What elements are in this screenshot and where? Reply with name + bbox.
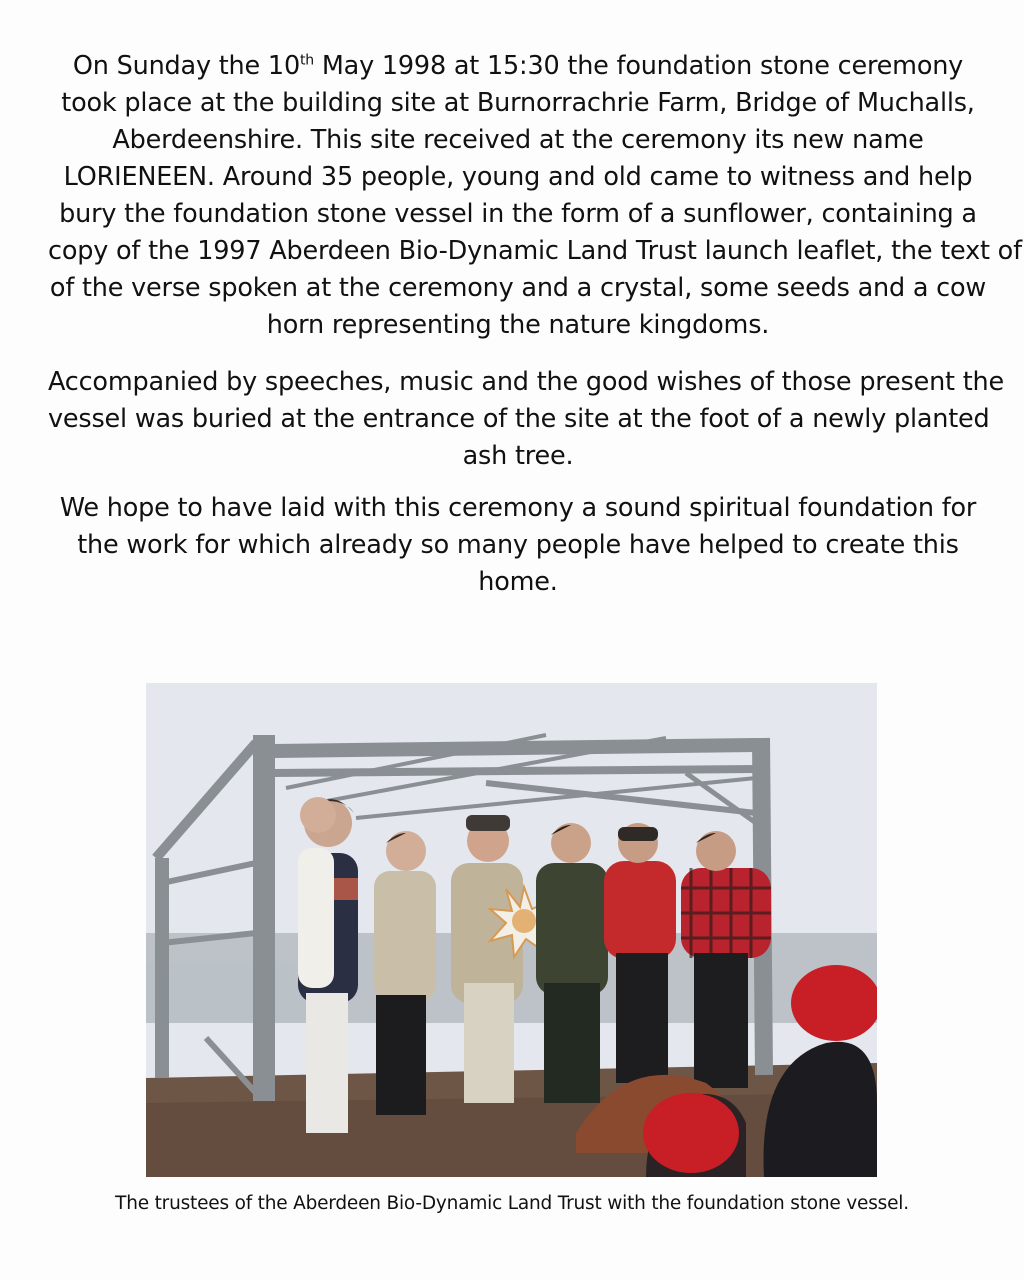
text-run: On Sunday the 10 bbox=[72, 51, 300, 81]
paragraph-line: Aberdeenshire. This site received at the ceremony its new name bbox=[112, 125, 924, 155]
paragraph-line: copy of the 1997 Aberdeen Bio-Dynamic Land Trust launch leaflet, the text of bbox=[48, 236, 1022, 266]
photo-caption: The trustees of the Aberdeen Bio-Dynamic Land Trust with the foundation stone vessel. bbox=[115, 1193, 909, 1214]
paragraph-line: home. bbox=[478, 567, 558, 597]
paragraph-line: ash tree. bbox=[462, 441, 574, 471]
paragraph-line: We hope to have laid with this ceremony a sound spiritual foundation for bbox=[59, 493, 977, 523]
paragraph-ceremony bbox=[48, 48, 1022, 344]
paragraph-line: the work for which already so many people have helped to create this bbox=[77, 530, 959, 560]
photo-polytunnel bbox=[146, 963, 306, 1023]
text-run: May 1998 at 15:30 the foundation stone ceremony bbox=[313, 51, 964, 81]
paragraph-line: horn representing the nature kingdoms. bbox=[266, 310, 770, 340]
ceremony-photo-illustration bbox=[146, 683, 877, 1177]
paragraph-hope bbox=[48, 490, 988, 601]
paragraph-line: of the verse spoken at the ceremony and a crystal, some seeds and a cow bbox=[49, 273, 987, 303]
paragraph-line: Accompanied by speeches, music and the good wishes of those present the bbox=[48, 367, 1005, 397]
paragraph-line bbox=[48, 48, 988, 85]
paragraph-line: bury the foundation stone vessel in the form of a sunflower, containing a bbox=[59, 199, 977, 229]
paragraph-line: took place at the building site at Burnorrachrie Farm, Bridge of Muchalls, bbox=[61, 88, 975, 118]
paragraph-line: vessel was buried at the entrance of the site at the foot of a newly planted bbox=[48, 404, 990, 434]
paragraph-burial bbox=[48, 364, 1005, 475]
ordinal-suffix: th bbox=[299, 52, 314, 69]
ceremony-photo bbox=[146, 683, 877, 1177]
paragraph-line: LORIENEEN. Around 35 people, young and old came to witness and help bbox=[63, 162, 973, 192]
